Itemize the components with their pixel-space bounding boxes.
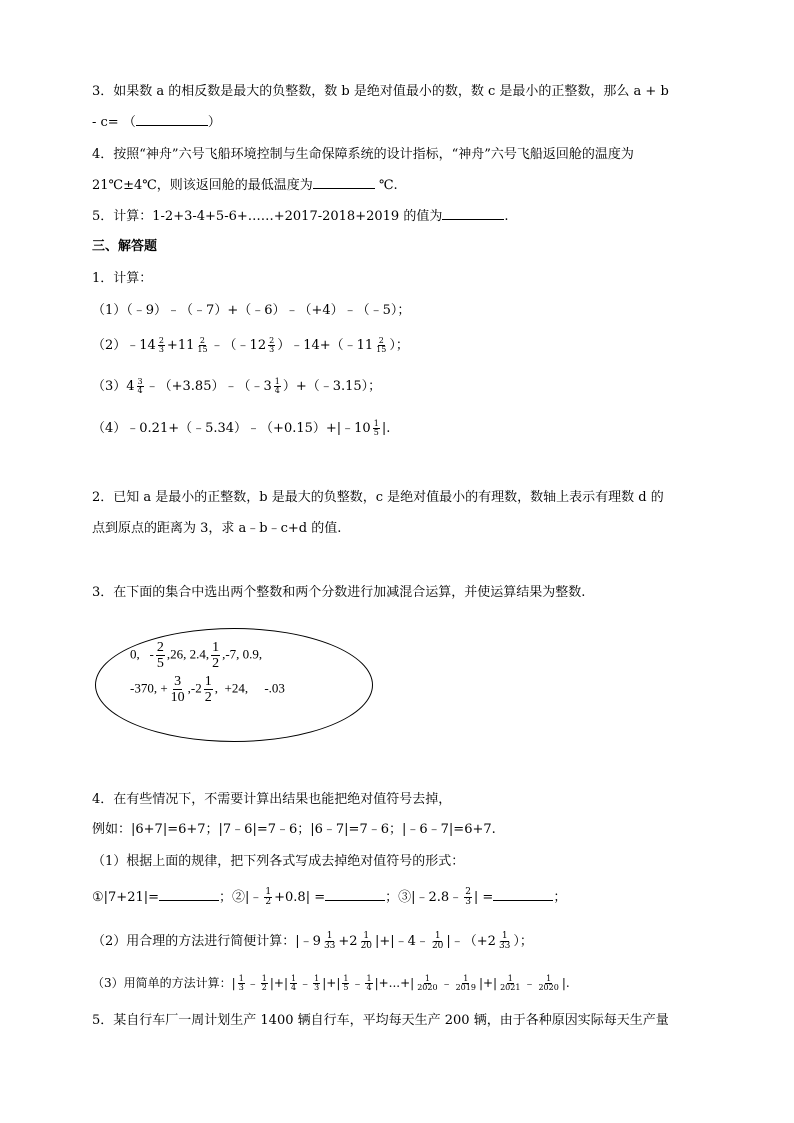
fraction: $\frac{1}{2020}$	[417, 974, 438, 992]
s3-line1: 3．在下面的集合中选出两个整数和两个分数进行加减混合运算，并使运算结果为整数.	[92, 585, 586, 600]
fraction: $\frac{2}{15}$	[197, 336, 208, 354]
s4-line6: （3）用简单的方法计算：| $\frac{1}{3}$ ﹣ $\frac{1}{2}$ |+| $\frac{1}{4}$ ﹣ $\frac{1}{3}$ |+| $\frac{1}{5}$ ﹣ $\frac{1}{4}$ |+...+| $\frac{1}{2020}$ ﹣ $\frac{1}{2019}$ |+| $\frac{1}{2021}$ ﹣ $\frac{1}{2020}$ |.	[92, 974, 570, 992]
section-title: 三、解答题	[92, 239, 158, 254]
s4-line2: 例如：|6+7|=6+7；|7﹣6|=7﹣6；|6﹣7|=7﹣6；|﹣6﹣7|=6+7.	[92, 822, 496, 837]
s1-part1: （1）（﹣9）﹣（﹣7）+（﹣6）﹣（+4）﹣（﹣5）；	[92, 303, 411, 318]
fraction: $\frac{1}{4}$	[274, 377, 280, 395]
fraction: $\frac{1}{2}$	[212, 640, 220, 671]
set-row1: 0, - $\frac{2}{5}$ ,26, 2.4, $\frac{1}{2}$ ,-7, 0.9,	[130, 640, 263, 671]
s2-line1: 2．已知 a 是最小的正整数，b 是最大的负整数，c 是绝对值最小的有理数，数轴上表示有理数 d 的	[92, 490, 664, 505]
fraction: $\frac{3}{10}$	[170, 674, 185, 705]
s1-title: 1．计算：	[92, 271, 153, 286]
s4-line4: ①|7+21|= ；②|﹣ $\frac{1}{2}$ +0.8| = ；③|﹣2.8﹣ $\frac{2}{3}$ | = ；	[92, 887, 567, 907]
fraction: $\frac{1}{4}$	[291, 974, 297, 992]
s2-line2: 点到原点的距离为 3，求 a﹣b﹣c+d 的值.	[92, 521, 342, 536]
fraction: $\frac{2}{5}$	[156, 640, 164, 671]
s4-line3: （1）根据上面的规律，把下列各式写成去掉绝对值符号的形式：	[92, 854, 465, 869]
fraction: $\frac{1}{20}$	[431, 931, 444, 951]
fraction: $\frac{1}{3}$	[238, 974, 244, 992]
answer-blank[interactable]	[442, 207, 504, 220]
fraction: $\frac{1}{3}$	[314, 974, 320, 992]
answer-blank[interactable]	[313, 176, 375, 189]
s4-line1: 4．在有些情况下，不需要计算出结果也能把绝对值符号去掉，	[92, 792, 452, 807]
fraction: $\frac{1}{5}$	[343, 974, 349, 992]
fraction: $\frac{1}{2}$	[204, 674, 212, 705]
set-row2: -370, + $\frac{3}{10}$ ,-2 $\frac{1}{2}$ , +24, -.03	[130, 674, 285, 705]
s5-line1: 5．某自行车厂一周计划生产 1400 辆自行车，平均每天生产 200 辆，由于各种原因实际每天生产量	[92, 1013, 669, 1028]
q3-line2: - c= （ ）	[92, 115, 221, 130]
fraction: $\frac{2}{3}$	[158, 336, 164, 354]
q4-line1: 4．按照“神舟”六号飞船环境控制与生命保障系统的设计指标，“神舟”六号飞船返回舱的温度为	[92, 147, 634, 162]
answer-blank[interactable]	[493, 888, 553, 901]
s1-part2: （2）﹣14 $\frac{2}{3}$ +11 $\frac{2}{15}$ ﹣（﹣12 $\frac{2}{3}$ ）﹣14+（﹣11 $\frac{2}{15}$ ）；	[92, 336, 409, 354]
s1-part3: （3）4 $\frac{3}{4}$ ﹣（+3.85）﹣（﹣3 $\frac{1}{4}$ ）+（﹣3.15）；	[92, 377, 382, 395]
fraction: $\frac{1}{33}$	[498, 931, 511, 951]
s1-part4: （4）﹣0.21+（﹣5.34）﹣（+0.15）+|﹣10 $\frac{1}{5}$ |.	[92, 419, 391, 437]
fraction: $\frac{1}{4}$	[366, 974, 372, 992]
fraction: $\frac{3}{4}$	[137, 377, 143, 395]
fraction: $\frac{1}{2021}$	[500, 974, 521, 992]
fraction: $\frac{1}{2020}$	[538, 974, 559, 992]
s4-line5: （2）用合理的方法进行简便计算：|﹣9 $\frac{1}{33}$ +2 $\frac{1}{20}$ |+|﹣4﹣ $\frac{1}{20}$ |﹣（+2 $\frac{1}{33}$ ）；	[92, 931, 533, 951]
q5-line: 5．计算：1-2+3-4+5-6+……+2017-2018+2019 的值为 .	[92, 209, 509, 224]
fraction: $\frac{2}{15}$	[376, 336, 387, 354]
fraction: $\frac{1}{2}$	[261, 974, 267, 992]
fraction: $\frac{1}{5}$	[373, 419, 379, 437]
fraction: $\frac{1}{2019}$	[455, 974, 476, 992]
answer-blank[interactable]	[136, 113, 208, 126]
fraction: $\frac{2}{3}$	[269, 336, 275, 354]
fraction: $\frac{1}{33}$	[323, 931, 336, 951]
q3-line1: 3．如果数 a 的相反数是最大的负整数，数 b 是绝对值最小的数，数 c 是最小的正整数，那么 a + b	[92, 84, 669, 99]
answer-blank[interactable]	[159, 888, 219, 901]
fraction: $\frac{1}{2}$	[265, 887, 272, 907]
q4-line2: 21℃±4℃，则该返回舱的最低温度为 ℃.	[92, 178, 398, 193]
fraction: $\frac{2}{3}$	[465, 887, 471, 907]
fraction: $\frac{1}{20}$	[360, 931, 373, 951]
answer-blank[interactable]	[325, 888, 385, 901]
